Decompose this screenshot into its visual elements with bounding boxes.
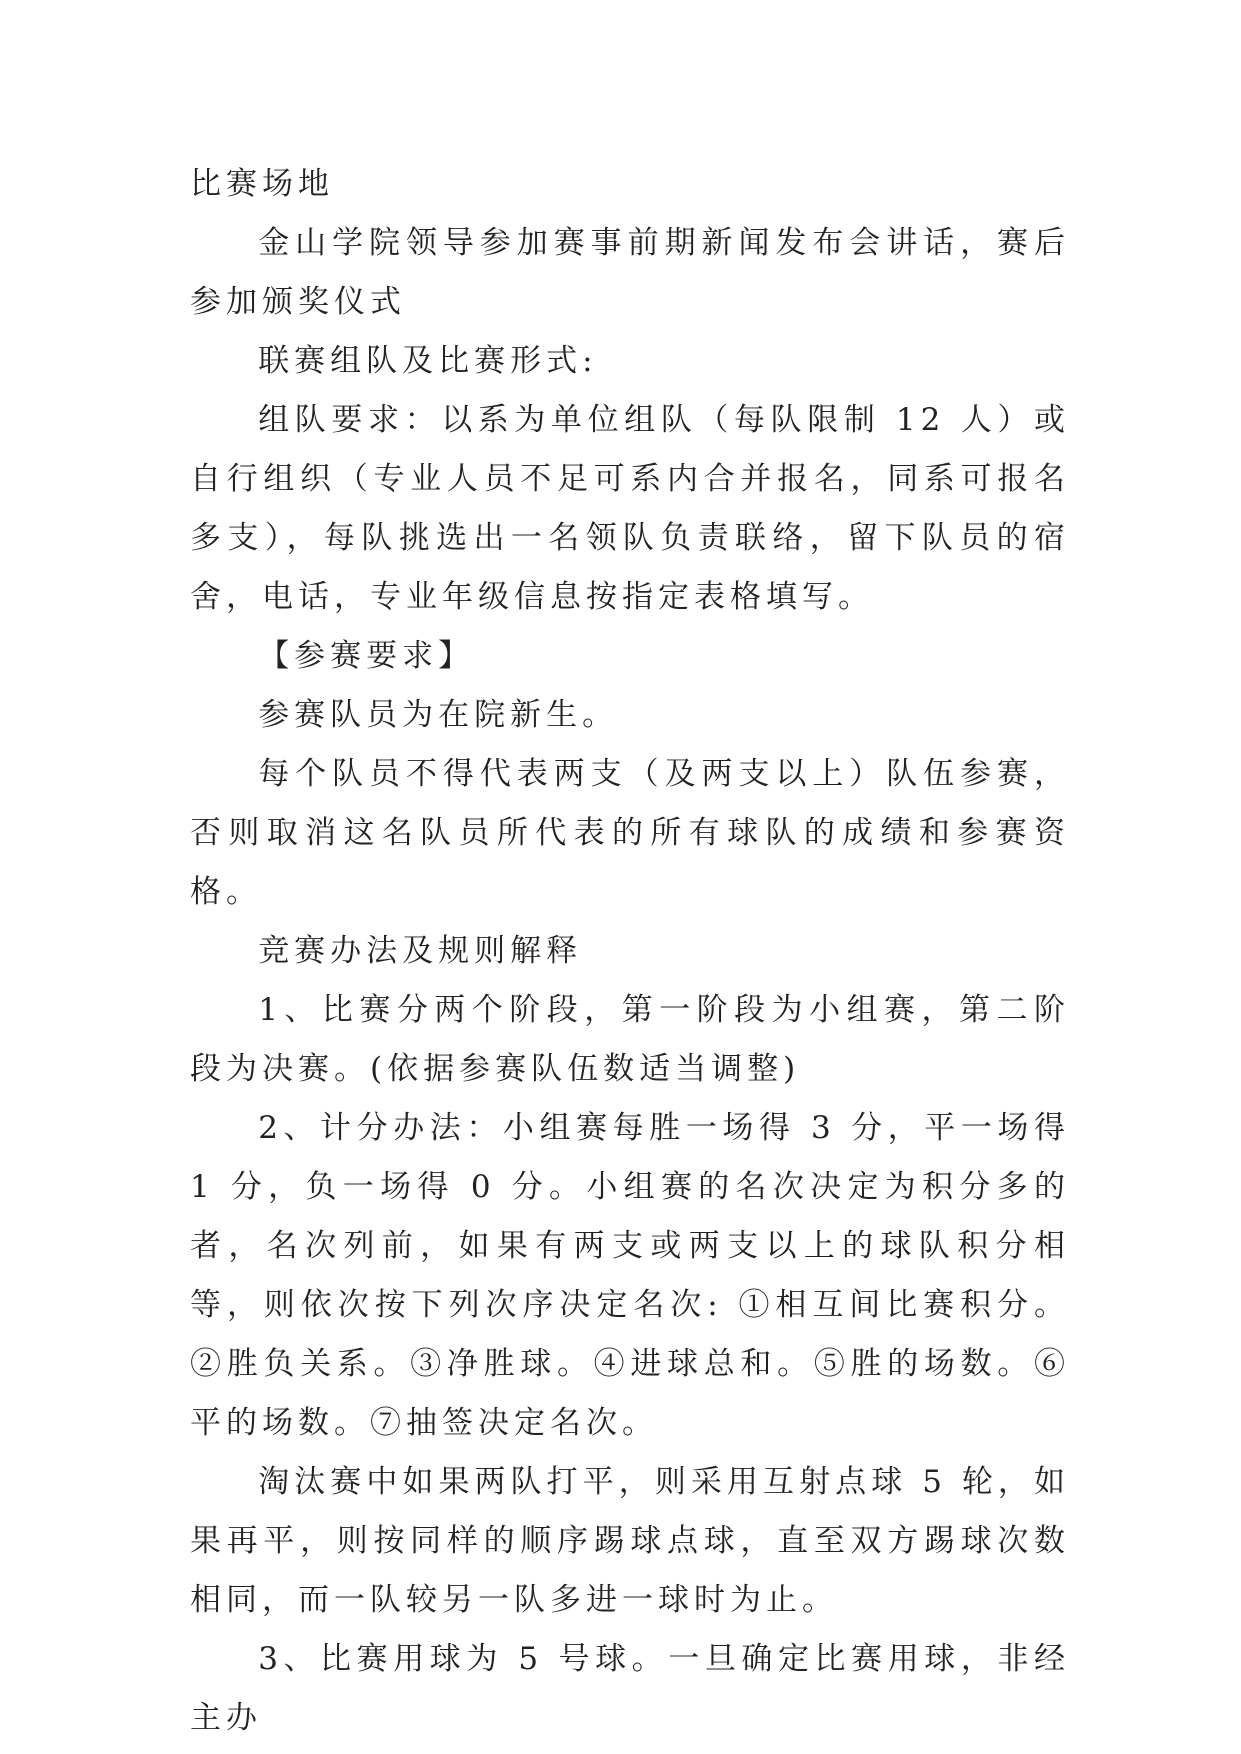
paragraph-venue: 比赛场地 <box>190 166 334 202</box>
paragraph-leaders: 金山学院领导参加赛事前期新闻发布会讲话，赛后参加颁奖仪式 <box>190 225 1070 320</box>
paragraph-team-requirements: 组队要求：以系为单位组队（每队限制 12 人）或自行组织（专业人员不足可系内合并报名，同系可报名多支），每队挑选出一名领队负责联络，留下队员的宿舍，电话，专业年级信息按指定表格填写。 <box>190 402 1070 615</box>
section-heading-requirements: 【参赛要求】 <box>258 638 475 674</box>
paragraph-single-team-rule: 每个队员不得代表两支（及两支以上）队伍参赛，否则取消这名队员所代表的所有球队的成绩和参赛资格。 <box>190 756 1070 910</box>
paragraph-format-heading: 联赛组队及比赛形式: <box>258 343 598 379</box>
paragraph-rule-3: 3、比赛用球为 5 号球。一旦确定比赛用球，非经主办 <box>190 1641 1070 1736</box>
document-body <box>190 155 1070 1748</box>
paragraph-eligibility: 参赛队员为在院新生。 <box>258 697 619 733</box>
paragraph-rule-1: 1、比赛分两个阶段，第一阶段为小组赛，第二阶段为决赛。(依据参赛队伍数适当调整) <box>190 992 1070 1087</box>
paragraph-knockout: 淘汰赛中如果两队打平，则采用互射点球 5 轮，如果再平，则按同样的顺序踢球点球，直至双方踢球次数相同，而一队较另一队多进一球时为止。 <box>190 1464 1070 1618</box>
paragraph-rule-2: 2、计分办法：小组赛每胜一场得 3 分，平一场得 1 分，负一场得 0 分。小组赛的名次决定为积分多的者，名次列前，如果有两支或两支以上的球队积分相等，则依次按下列次序决定名次: ①相互间比赛积分。②胜负关系。③净胜球。④进球总和。⑤胜的场数。⑥平的场数。⑦抽签决定名次。 <box>190 1110 1070 1441</box>
paragraph-rules-heading: 竞赛办法及规则解释 <box>258 933 583 969</box>
